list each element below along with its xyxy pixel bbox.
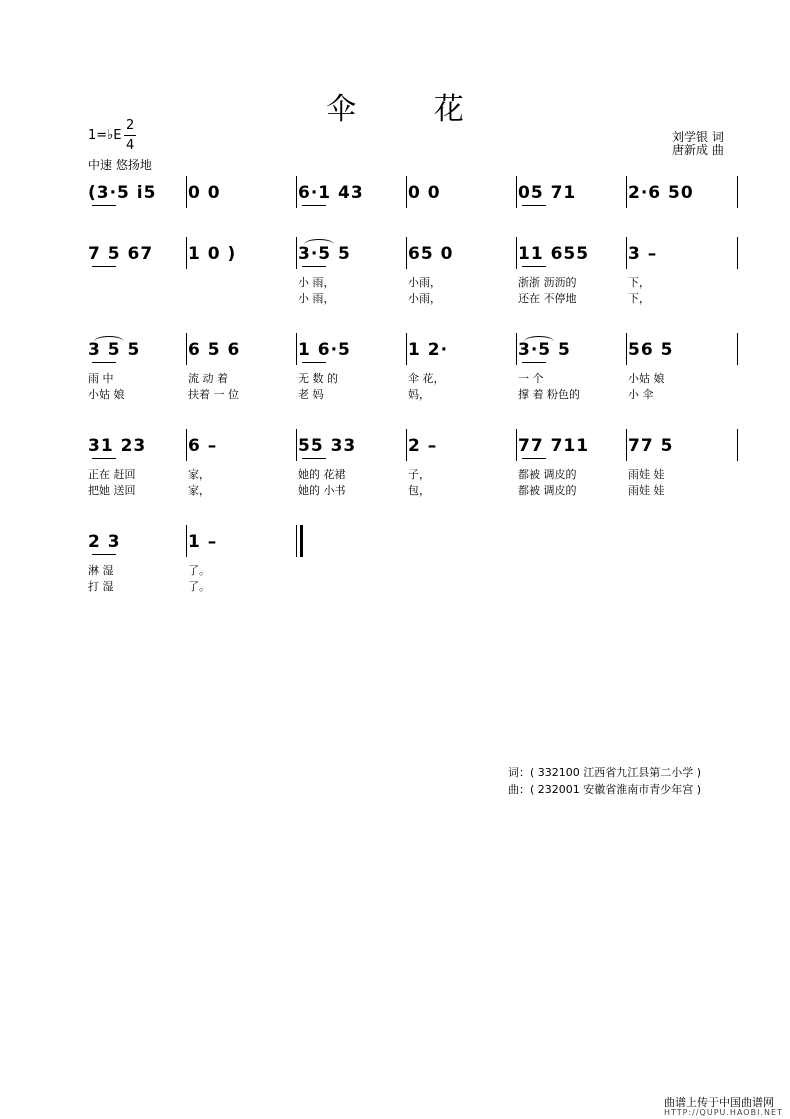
lyricist-credit: 刘学银 词: [672, 130, 724, 144]
measure-4-2: 6 –: [188, 436, 218, 456]
lyric-verse1-s4-m2: 家，: [188, 468, 210, 481]
measure-1-6: 2·6 50: [628, 183, 694, 203]
measure-4-5: 77 711: [518, 436, 590, 456]
lyric-verse2-s3-m5: 撑 着 粉色的: [518, 388, 580, 401]
bar-line: [626, 429, 627, 461]
beam-line: [522, 362, 546, 363]
slur-mark: [304, 239, 334, 250]
lyric-verse2-s4-m1: 把她 送回: [88, 484, 136, 497]
lyric-verse2-s2-m4: 小雨，: [408, 292, 441, 305]
measure-1-2: 0 0: [188, 183, 221, 203]
measure-1-4: 0 0: [408, 183, 441, 203]
lyric-verse2-s2-m6: 下，: [628, 292, 650, 305]
measure-4-6: 77 5: [628, 436, 674, 456]
bar-line: [296, 237, 297, 269]
bar-line: [626, 237, 627, 269]
bar-line: [406, 176, 407, 208]
lyric-verse2-s3-m3: 老 妈: [298, 388, 324, 401]
measure-4-1: 31 23: [88, 436, 147, 456]
measure-3-6: 56 5: [628, 340, 674, 360]
lyric-verse1-s2-m3: 小 雨，: [298, 276, 335, 289]
measure-3-1: 3 5 5: [88, 340, 141, 360]
measure-1-3: 6·1 43: [298, 183, 364, 203]
measure-3-4: 1 2·: [408, 340, 449, 360]
measure-2-3: 3·5 5: [298, 244, 351, 264]
measure-5-1: 2 3: [88, 532, 121, 552]
beam-line: [92, 458, 116, 459]
lyric-verse1-s3-m6: 小姑 娘: [628, 372, 665, 385]
bar-line: [737, 237, 738, 269]
bar-line: [186, 429, 187, 461]
lyric-verse1-s4-m4: 子，: [408, 468, 430, 481]
time-signature-numerator: 2: [126, 118, 135, 133]
measure-3-3: 1 6·5: [298, 340, 351, 360]
lyricist-address: 词：( 332100 江西省九江县第二小学 ): [508, 766, 702, 779]
measure-2-6: 3 –: [628, 244, 658, 264]
measure-2-5: 11 655: [518, 244, 590, 264]
lyric-verse2-s4-m6: 雨娃 娃: [628, 484, 665, 497]
beam-line: [302, 266, 326, 267]
lyric-verse2-s3-m6: 小 伞: [628, 388, 654, 401]
measure-5-2: 1 –: [188, 532, 218, 552]
lyric-verse2-s3-m4: 妈，: [408, 388, 430, 401]
bar-line: [186, 333, 187, 365]
watermark-text: 曲谱上传于中国曲谱网: [664, 1096, 774, 1109]
composer-credit: 唐新成 曲: [672, 143, 724, 157]
lyric-verse1-s3-m1: 雨 中: [88, 372, 114, 385]
lyric-verse1-s4-m5: 都被 调皮的: [518, 468, 577, 481]
key-signature: 1=♭E: [88, 128, 122, 143]
beam-line: [92, 266, 116, 267]
bar-line: [296, 333, 297, 365]
bar-line: [737, 176, 738, 208]
lyric-verse1-s4-m6: 雨娃 娃: [628, 468, 665, 481]
slur-mark: [94, 336, 124, 347]
lyric-verse1-s3-m4: 伞 花，: [408, 372, 445, 385]
beam-line: [302, 458, 326, 459]
beam-line: [92, 554, 116, 555]
bar-line: [406, 237, 407, 269]
bar-line: [406, 429, 407, 461]
measure-3-2: 6 5 6: [188, 340, 241, 360]
bar-line: [737, 333, 738, 365]
lyric-verse1-s3-m2: 流 动 着: [188, 372, 228, 385]
lyric-verse1-s5-m2: 了。: [188, 564, 210, 577]
composer-address: 曲：( 232001 安徽省淮南市青少年宫 ): [508, 783, 702, 796]
bar-line: [296, 429, 297, 461]
lyric-verse1-s4-m1: 正在 赶回: [88, 468, 136, 481]
measure-4-4: 2 –: [408, 436, 438, 456]
lyric-verse2-s5-m2: 了。: [188, 580, 210, 593]
lyric-verse2-s5-m1: 打 湿: [88, 580, 114, 593]
final-bar-line: [300, 525, 303, 557]
lyric-verse1-s2-m4: 小雨，: [408, 276, 441, 289]
bar-line: [406, 333, 407, 365]
bar-line: [516, 429, 517, 461]
bar-line: [516, 333, 517, 365]
bar-line: [186, 525, 187, 557]
beam-line: [522, 205, 546, 206]
lyric-verse2-s3-m2: 扶着 一 位: [188, 388, 239, 401]
bar-line: [737, 429, 738, 461]
bar-line: [516, 237, 517, 269]
lyric-verse2-s3-m1: 小姑 娘: [88, 388, 125, 401]
song-title: 伞 花: [326, 92, 498, 127]
bar-line: [186, 176, 187, 208]
measure-2-2: 1 0 ): [188, 244, 237, 264]
lyric-verse2-s2-m5: 还在 不停地: [518, 292, 577, 305]
beam-line: [92, 205, 116, 206]
time-signature-denominator: 4: [126, 138, 135, 153]
beam-line: [302, 205, 326, 206]
lyric-verse1-s2-m6: 下，: [628, 276, 650, 289]
lyric-verse2-s4-m5: 都被 调皮的: [518, 484, 577, 497]
lyric-verse2-s4-m3: 她的 小书: [298, 484, 346, 497]
measure-1-1: (3·5 i5: [88, 183, 157, 203]
beam-line: [92, 362, 116, 363]
beam-line: [302, 362, 326, 363]
watermark-url: HTTP://QUPU.HAOBI.NET: [664, 1108, 783, 1117]
measure-2-4: 65 0: [408, 244, 454, 264]
lyric-verse2-s4-m2: 家，: [188, 484, 210, 497]
bar-line: [296, 176, 297, 208]
beam-line: [522, 458, 546, 459]
slur-mark: [524, 336, 554, 347]
measure-4-3: 55 33: [298, 436, 357, 456]
bar-line: [626, 176, 627, 208]
lyric-verse2-s4-m4: 包，: [408, 484, 430, 497]
lyric-verse2-s2-m3: 小 雨，: [298, 292, 335, 305]
measure-1-5: 05 71: [518, 183, 577, 203]
time-signature-line: [124, 135, 136, 136]
beam-line: [522, 266, 546, 267]
lyric-verse1-s4-m3: 她的 花裙: [298, 468, 346, 481]
lyric-verse1-s3-m3: 无 数 的: [298, 372, 338, 385]
bar-line: [516, 176, 517, 208]
lyric-verse1-s2-m5: 浙浙 沥沥的: [518, 276, 577, 289]
bar-line: [626, 333, 627, 365]
tempo-marking: 中速 悠扬地: [88, 158, 152, 172]
measure-3-5: 3·5 5: [518, 340, 571, 360]
bar-line: [296, 525, 297, 557]
measure-2-1: 7 5 67: [88, 244, 154, 264]
bar-line: [186, 237, 187, 269]
lyric-verse1-s3-m5: 一 个: [518, 372, 544, 385]
lyric-verse1-s5-m1: 淋 湿: [88, 564, 114, 577]
